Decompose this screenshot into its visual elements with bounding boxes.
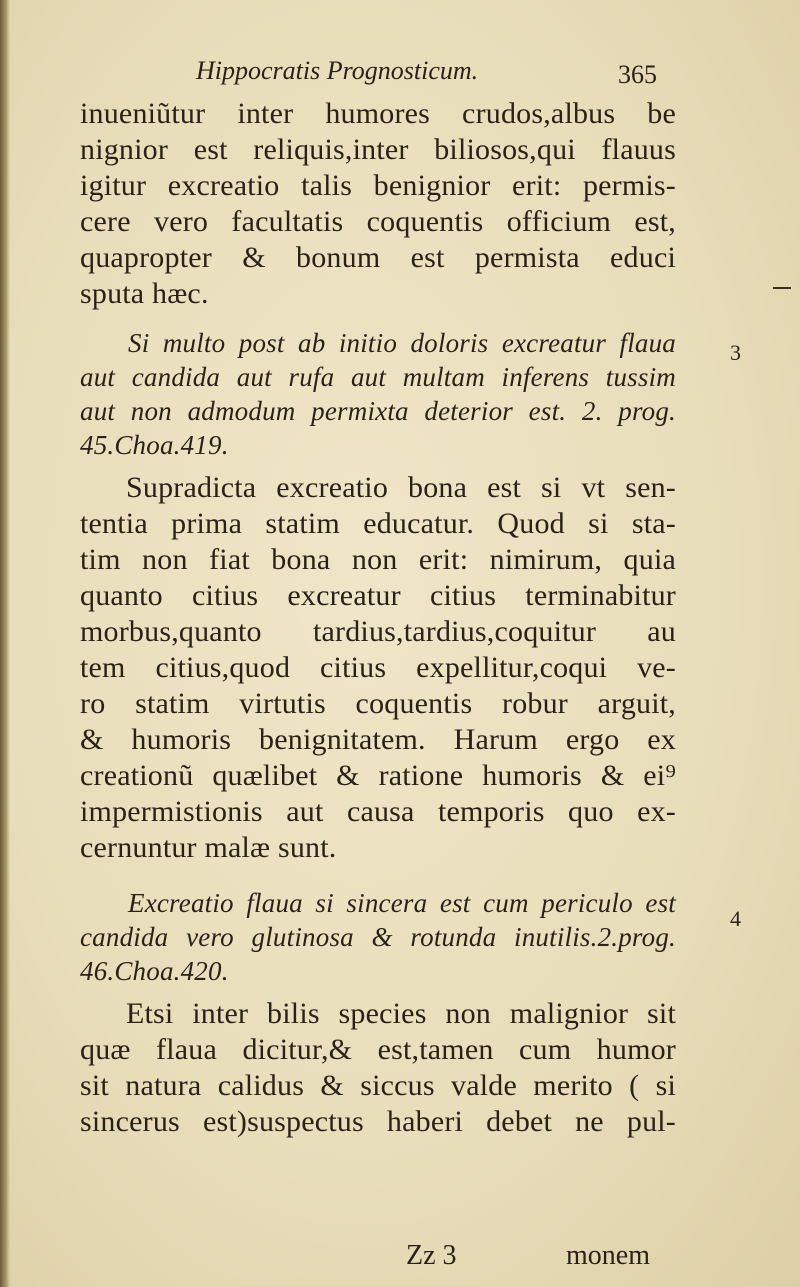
text-line: morbus,quanto tardius,tardius,coquitur au bbox=[80, 615, 676, 648]
text-line: & humoris benignitatem. Harum ergo ex bbox=[80, 723, 676, 756]
page-number: 365 bbox=[618, 60, 657, 89]
text-line: tem citius,quod citius expellitur,coqui ve- bbox=[80, 651, 676, 684]
aphorism-line: candida vero glutinosa & rotunda inutilis.2.prog. bbox=[80, 922, 676, 952]
aphorism-line: aut candida aut rufa aut multam inferens tussim bbox=[80, 362, 676, 392]
text-line: quanto citius excreatur citius terminabitur bbox=[80, 579, 676, 612]
text-line: cernuntur malæ sunt. bbox=[80, 831, 337, 864]
text-line: quæ flaua dicitur,& est,tamen cum humor bbox=[80, 1033, 676, 1066]
text-line: cere vero facultatis coquentis officium est, bbox=[80, 205, 676, 238]
aphorism-line: aut non admodum permixta deterior est. 2. prog. bbox=[80, 396, 676, 426]
text-line: nignior est reliquis,inter biliosos,qui flauus bbox=[80, 133, 676, 166]
text-line: tim non fiat bona non erit: nimirum, quia bbox=[80, 543, 676, 576]
aphorism-line: Si multo post ab initio doloris excreatur flaua bbox=[128, 328, 676, 358]
text-line: igitur excreatio talis benignior erit: permis- bbox=[80, 169, 676, 202]
signature-mark: Zz 3 bbox=[406, 1240, 457, 1271]
aphorism-line: Excreatio flaua si sincera est cum periculo est bbox=[128, 888, 676, 918]
text-line: sit natura calidus & siccus valde merito ( si bbox=[80, 1069, 676, 1102]
text-line: impermistionis aut causa temporis quo ex- bbox=[80, 795, 676, 828]
aphorism-reference: 46.Choa.420. bbox=[80, 956, 229, 986]
text-line: quapropter & bonum est permista educi bbox=[80, 241, 676, 274]
catchword: monem bbox=[566, 1240, 650, 1271]
running-header: Hippocratis Prognosticum. bbox=[196, 56, 479, 85]
text-line: ro statim virtutis coquentis robur arguit, bbox=[80, 687, 676, 720]
text-line: inueniũtur inter humores crudos,albus be bbox=[80, 97, 676, 130]
text-line: tentia prima statim educatur. Quod si sta- bbox=[80, 507, 676, 540]
page-gutter-shadow bbox=[0, 0, 10, 1287]
text-line: sincerus est)suspectus haberi debet ne pul- bbox=[80, 1105, 676, 1138]
margin-number-3: 3 bbox=[730, 340, 741, 365]
margin-dash bbox=[773, 287, 791, 289]
text-line: Etsi inter bilis species non malignior sit bbox=[126, 997, 676, 1030]
text-line: creationũ quælibet & ratione humoris & ei⁹ bbox=[80, 759, 676, 792]
margin-number-4: 4 bbox=[730, 906, 741, 931]
text-line: Supradicta excreatio bona est si vt sen- bbox=[126, 471, 676, 504]
text-line: sputa hæc. bbox=[80, 277, 209, 310]
aphorism-reference: 45.Choa.419. bbox=[80, 430, 229, 460]
